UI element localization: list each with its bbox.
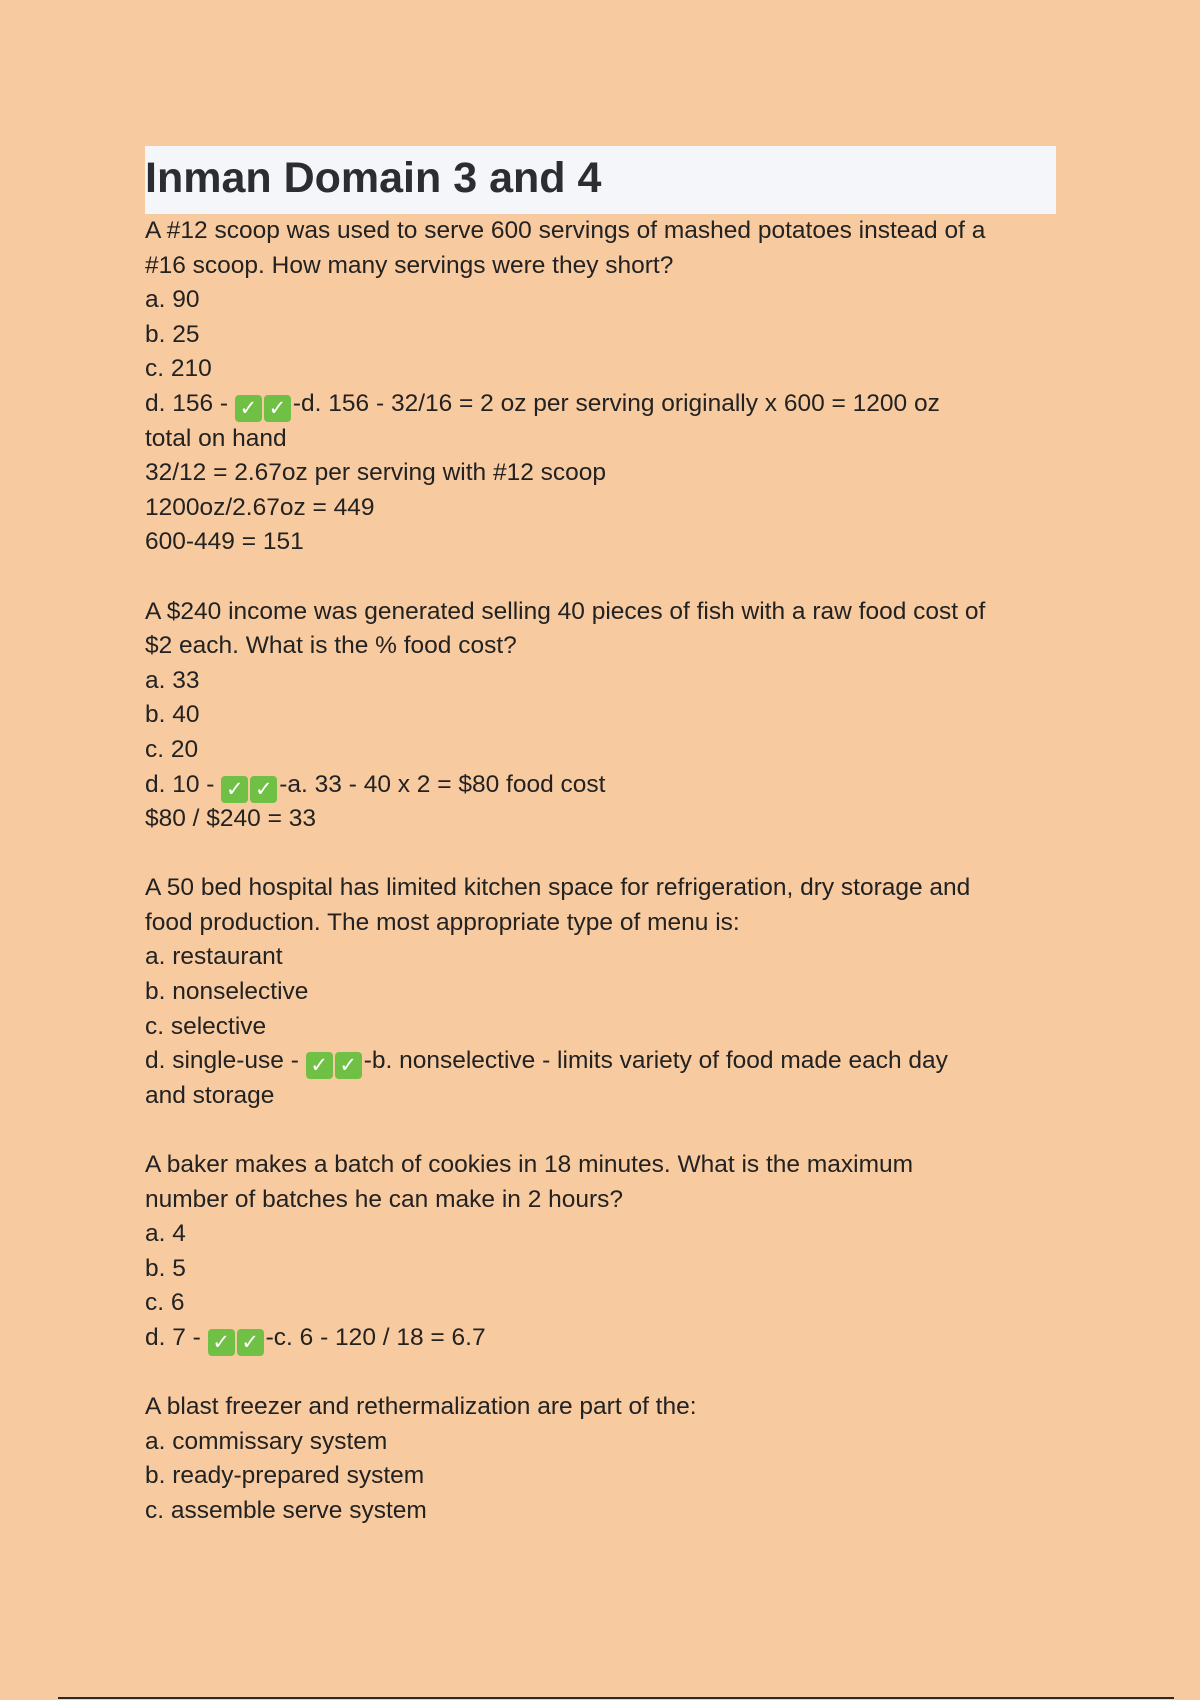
answer-option: a. 4 xyxy=(145,1220,186,1248)
answer-option: a. restaurant xyxy=(145,943,283,971)
answer-explanation: and storage xyxy=(145,1081,275,1109)
question-stem: $2 each. What is the % food cost? xyxy=(145,632,517,660)
answer-key-text: -a. 33 - 40 x 2 = $80 food cost xyxy=(279,770,606,798)
answer-key-text: -b. nonselective - limits variety of food made each day xyxy=(363,1047,948,1075)
answer-option: b. 5 xyxy=(145,1254,186,1282)
answer-option: c. selective xyxy=(145,1012,267,1040)
answer-option: c. assemble serve system xyxy=(145,1496,427,1524)
question-stem: A 50 bed hospital has limited kitchen space for refrigeration, dry storage and xyxy=(145,874,971,902)
document-title: Inman Domain 3 and 4 xyxy=(145,154,602,202)
answer-option-text: d. single-use - xyxy=(145,1047,306,1075)
answer-option-text: d. 10 - xyxy=(145,770,222,798)
answer-option: a. 90 xyxy=(145,286,200,314)
answer-option-text: d. 156 - xyxy=(145,389,235,417)
question-stem: A #12 scoop was used to serve 600 servings of mashed potatoes instead of a xyxy=(145,217,986,244)
question-block xyxy=(145,595,1065,837)
page-divider xyxy=(58,1697,1174,1699)
answer-option-with-key xyxy=(145,1044,1065,1079)
answer-explanation: 1200oz/2.67oz = 449 xyxy=(145,493,375,521)
check-mark-icon: ✓ xyxy=(221,776,248,803)
question-stem: food production. The most appropriate type of menu is: xyxy=(145,908,740,936)
question-stem: number of batches he can make in 2 hours? xyxy=(145,1185,624,1213)
answer-option-with-key xyxy=(145,768,1065,803)
check-mark-icon: ✓ xyxy=(235,395,262,422)
answer-key-text: -d. 156 - 32/16 = 2 oz per serving originally x 600 = 1200 oz xyxy=(292,389,940,417)
question-stem: #16 scoop. How many servings were they short? xyxy=(145,251,674,279)
question-block xyxy=(145,214,1065,560)
answer-explanation: total on hand xyxy=(145,424,287,452)
title-banner xyxy=(145,146,1056,214)
question-stem: A $240 income was generated selling 40 pieces of fish with a raw food cost of xyxy=(145,597,986,625)
answer-option-text: d. 7 - xyxy=(145,1324,208,1351)
answer-option: a. 33 xyxy=(145,666,200,694)
answer-option: b. ready-prepared system xyxy=(145,1462,425,1490)
question-block xyxy=(145,1390,1065,1528)
answer-option: b. 40 xyxy=(145,701,200,729)
check-mark-icon: ✓ xyxy=(264,395,291,422)
answer-option: b. nonselective xyxy=(145,978,309,1006)
question-block xyxy=(145,871,1065,1113)
answer-option: c. 6 xyxy=(145,1289,185,1317)
check-mark-icon: ✓ xyxy=(237,1329,264,1356)
answer-key-text: -c. 6 - 120 / 18 = 6.7 xyxy=(265,1324,486,1351)
answer-option-with-key xyxy=(145,1321,1065,1356)
question-stem: A blast freezer and rethermalization are part of the: xyxy=(145,1393,697,1421)
answer-option: c. 20 xyxy=(145,735,199,763)
answer-option: b. 25 xyxy=(145,320,200,348)
check-mark-icon: ✓ xyxy=(250,776,277,803)
question-block xyxy=(145,1148,1065,1356)
check-mark-icon: ✓ xyxy=(306,1052,333,1079)
question-stem: A baker makes a batch of cookies in 18 minutes. What is the maximum xyxy=(145,1151,914,1179)
answer-explanation: 600-449 = 151 xyxy=(145,528,304,556)
check-mark-icon: ✓ xyxy=(335,1052,362,1079)
check-mark-icon: ✓ xyxy=(208,1329,235,1356)
answer-explanation: 32/12 = 2.67oz per serving with #12 scoop xyxy=(145,459,607,487)
question-list xyxy=(145,214,1065,1529)
answer-option: a. commissary system xyxy=(145,1427,388,1455)
answer-option: c. 210 xyxy=(145,355,212,383)
answer-option-with-key xyxy=(145,387,1065,422)
answer-explanation: $80 / $240 = 33 xyxy=(145,805,316,833)
